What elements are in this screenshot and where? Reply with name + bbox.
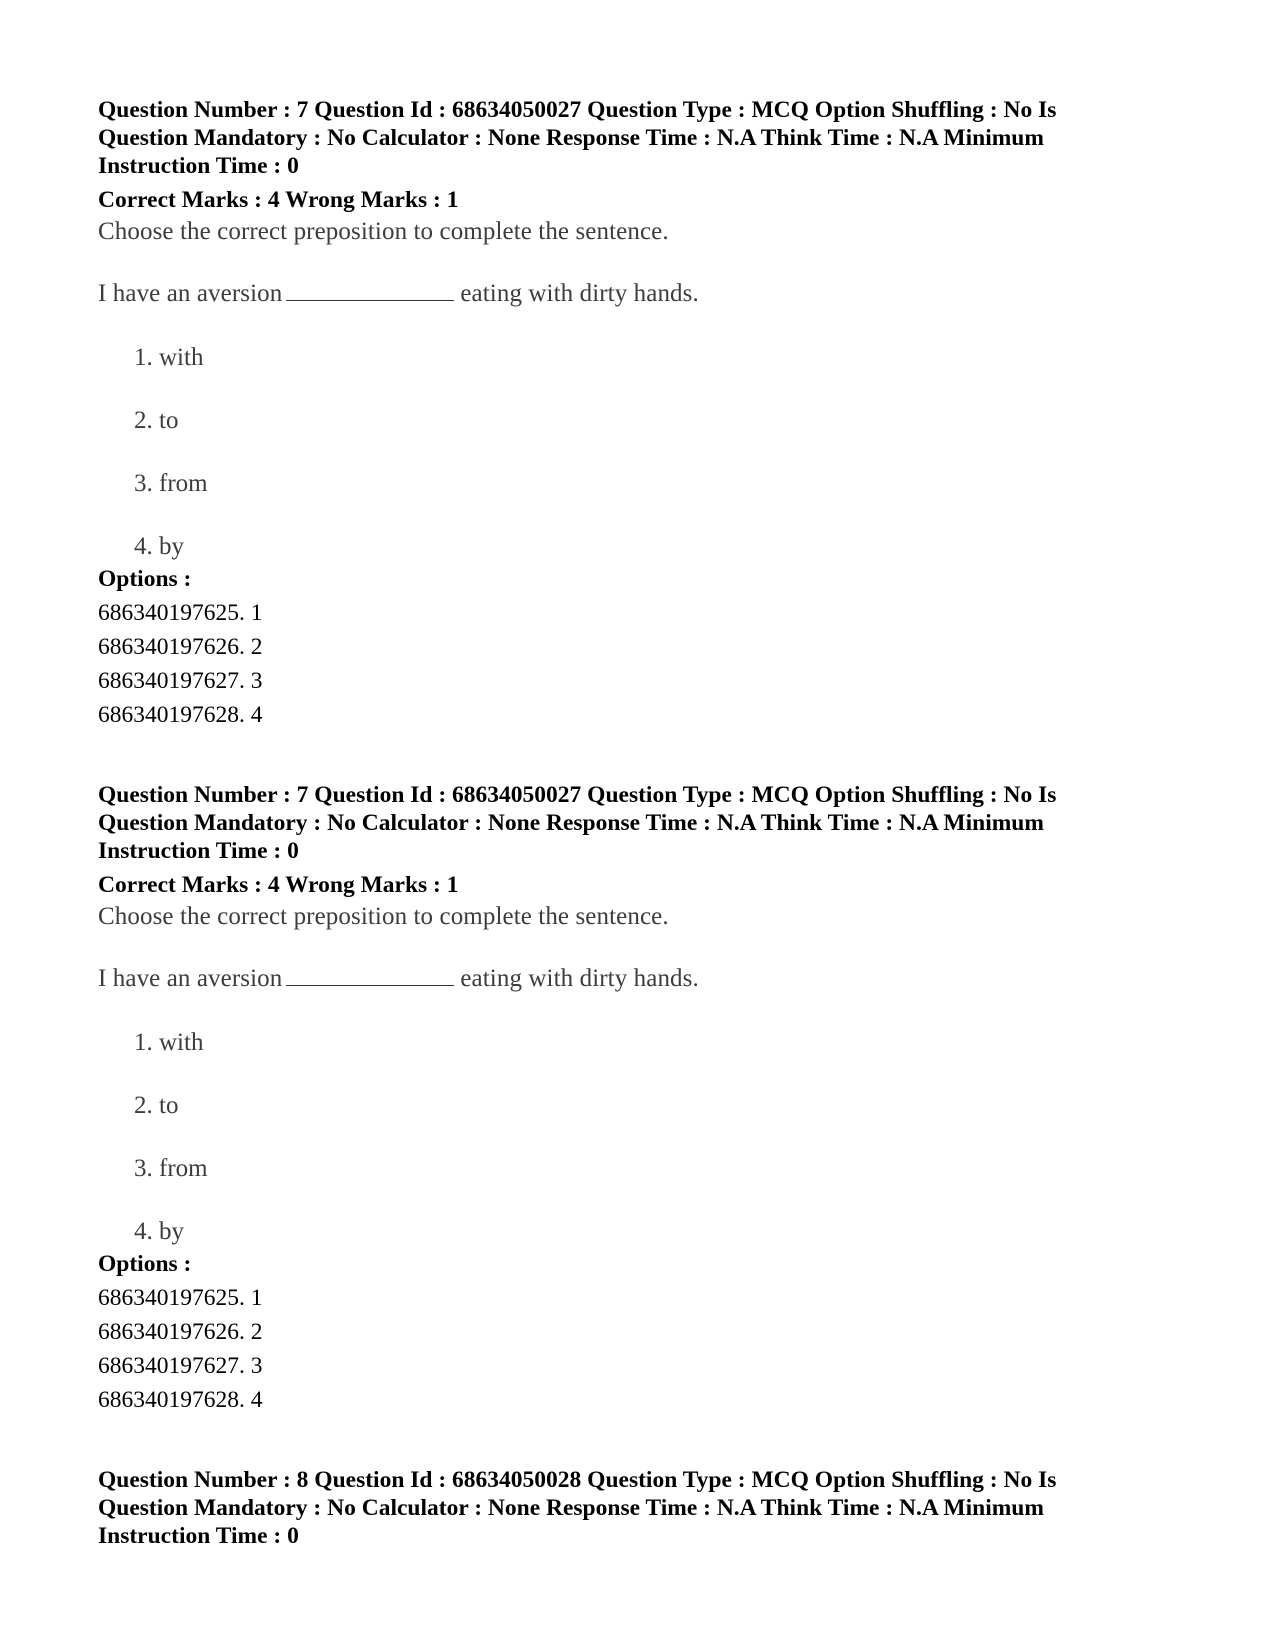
option-item: 686340197628. 4 [98, 1387, 263, 1413]
option-item: 686340197627. 3 [98, 668, 263, 694]
header-line: Question Number : 8 Question Id : 68634050028 Question Type : MCQ Option Shuffling : No Is [98, 1467, 1057, 1493]
question-block [98, 1466, 1188, 1550]
option-item: 686340197626. 2 [98, 1319, 263, 1345]
sentence-after: eating with dirty hands. [460, 965, 699, 992]
choice-list [98, 343, 1188, 562]
question-block [98, 781, 1188, 1414]
choice-item: 4. by [134, 1218, 184, 1245]
choice-list [98, 1028, 1188, 1247]
options-label: Options : [98, 566, 192, 592]
options-label: Options : [98, 1251, 192, 1277]
header-line: Instruction Time : 0 [98, 1523, 299, 1549]
sentence-before: I have an aversion [98, 280, 283, 307]
sentence-before: I have an aversion [98, 965, 283, 992]
option-item: 686340197627. 3 [98, 1353, 263, 1379]
marks-line: Correct Marks : 4 Wrong Marks : 1 [98, 187, 459, 213]
question-header [98, 1466, 1188, 1550]
option-item: 686340197626. 2 [98, 634, 263, 660]
choice-item: 1. with [134, 1029, 204, 1056]
choice-item: 4. by [134, 533, 184, 560]
header-line: Instruction Time : 0 [98, 838, 299, 864]
fill-blank [286, 278, 454, 301]
question-header [98, 96, 1188, 180]
header-line: Question Number : 7 Question Id : 68634050027 Question Type : MCQ Option Shuffling : No Is [98, 782, 1057, 808]
options-list [98, 599, 1188, 729]
question-prompt: Choose the correct preposition to complete the sentence. [98, 218, 669, 245]
options-list [98, 1284, 1188, 1414]
question-sentence [98, 278, 1188, 309]
sentence-after: eating with dirty hands. [460, 280, 699, 307]
marks-line: Correct Marks : 4 Wrong Marks : 1 [98, 872, 459, 898]
header-line: Question Number : 7 Question Id : 68634050027 Question Type : MCQ Option Shuffling : No Is [98, 97, 1057, 123]
option-item: 686340197625. 1 [98, 600, 263, 626]
choice-item: 2. to [134, 407, 179, 434]
question-sentence [98, 963, 1188, 994]
question-block [98, 96, 1188, 729]
question-prompt: Choose the correct preposition to complete the sentence. [98, 903, 669, 930]
choice-item: 3. from [134, 1155, 208, 1182]
fill-blank [286, 963, 454, 986]
header-line: Question Mandatory : No Calculator : None Response Time : N.A Think Time : N.A Minimum [98, 1495, 1044, 1521]
choice-item: 3. from [134, 470, 208, 497]
choice-item: 2. to [134, 1092, 179, 1119]
choice-item: 1. with [134, 344, 204, 371]
question-header [98, 781, 1188, 865]
document-page [98, 96, 1188, 1550]
header-line: Instruction Time : 0 [98, 153, 299, 179]
header-line: Question Mandatory : No Calculator : None Response Time : N.A Think Time : N.A Minimum [98, 125, 1044, 151]
header-line: Question Mandatory : No Calculator : None Response Time : N.A Think Time : N.A Minimum [98, 810, 1044, 836]
option-item: 686340197625. 1 [98, 1285, 263, 1311]
option-item: 686340197628. 4 [98, 702, 263, 728]
